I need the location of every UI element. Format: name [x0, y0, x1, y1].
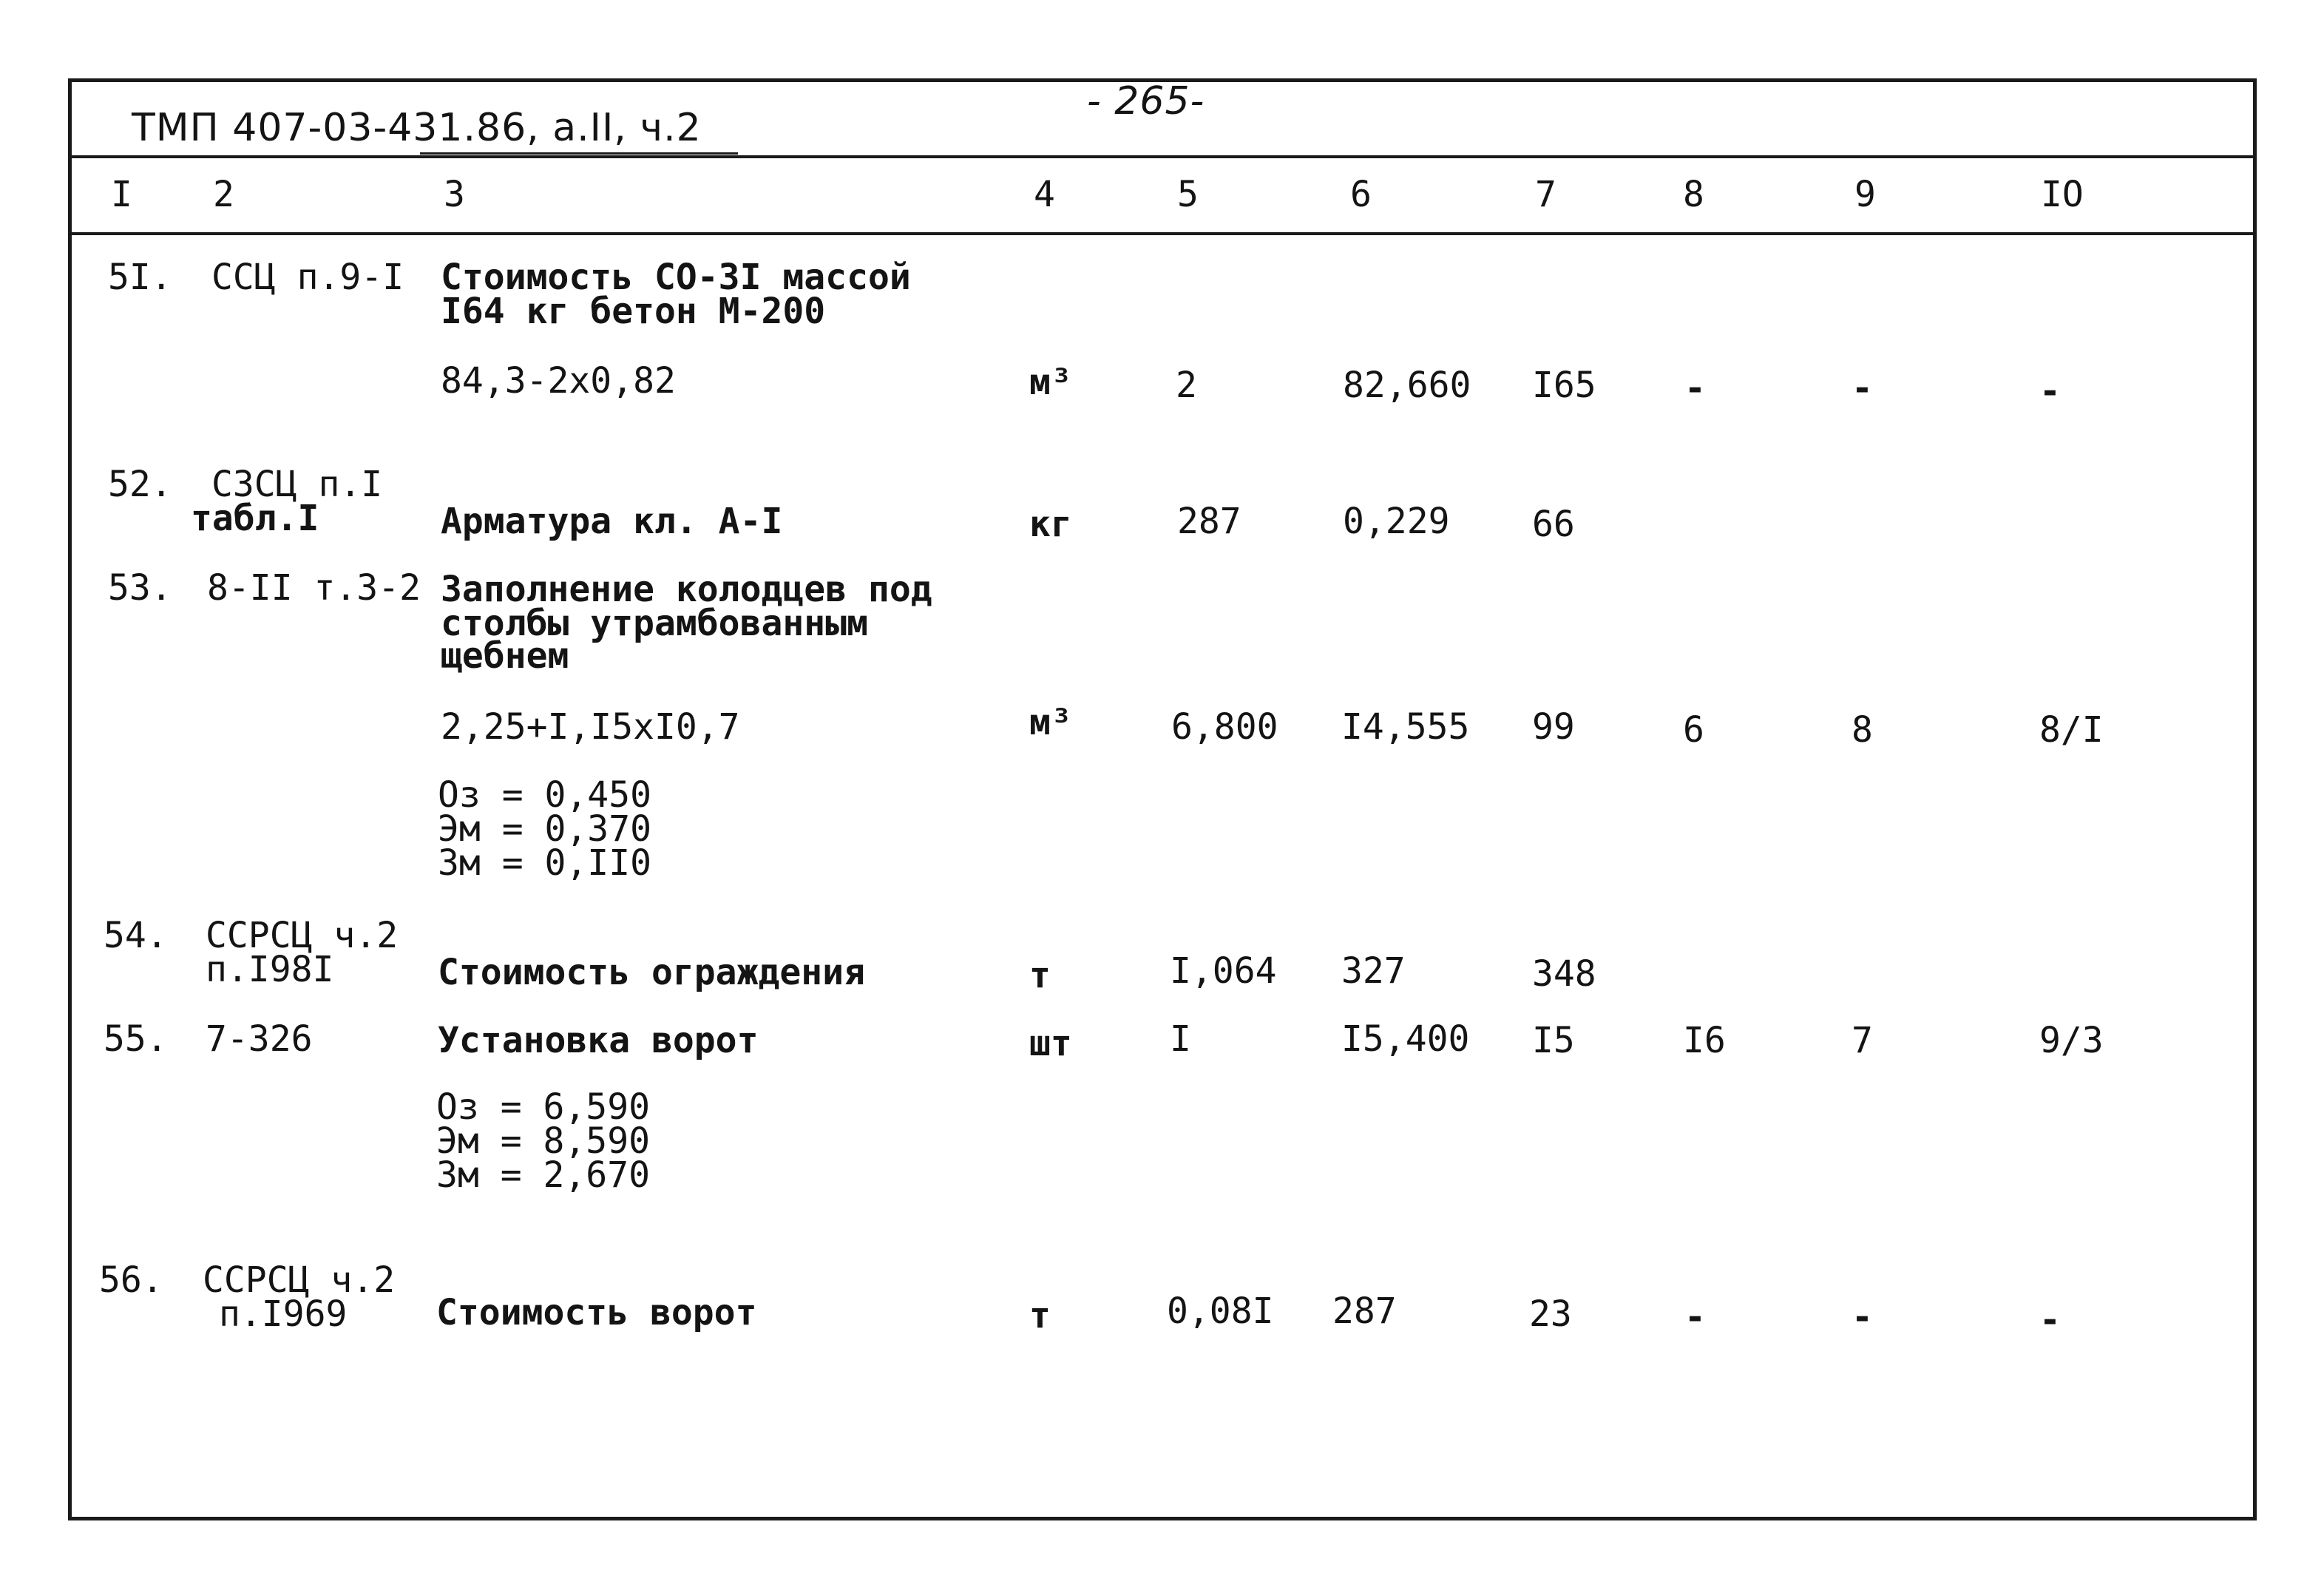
header-rule-top: [68, 155, 2257, 158]
row-total: I65: [1532, 365, 1596, 406]
row-code-line: табл.I: [191, 498, 319, 539]
row-code-line: ССРСЦ ч.2: [203, 1259, 396, 1301]
row-col9: -: [1852, 368, 1873, 409]
row-unit: м³: [1029, 362, 1072, 403]
row-unit: м³: [1029, 702, 1072, 743]
column-header-2: 2: [213, 174, 234, 215]
column-header-1: I: [111, 174, 132, 215]
row-number: 52.: [108, 464, 172, 505]
document-code-underline: [420, 152, 738, 155]
row-col8: -: [1684, 368, 1706, 409]
row-note-line: Зм = 2,670: [436, 1154, 650, 1196]
row-col8: 6: [1683, 709, 1704, 751]
row-name-line: Стоимость СО-3I массой: [441, 257, 911, 298]
row-name-line: Стоимость ворот: [436, 1292, 757, 1333]
row-note-line: Эм = 0,370: [438, 808, 651, 850]
row-number: 54.: [104, 915, 168, 956]
row-code-line: п.I98I: [206, 949, 334, 990]
row-col9: -: [1852, 1296, 1873, 1338]
page-number: - 265-: [1087, 79, 1205, 124]
row-price: 287: [1332, 1290, 1397, 1332]
row-col8: I6: [1683, 1020, 1726, 1061]
row-formula: 84,3-2х0,82: [441, 360, 676, 402]
row-unit: т: [1029, 1295, 1051, 1336]
row-number: 53.: [108, 567, 172, 609]
row-name-line: I64 кг бетон М-200: [441, 291, 826, 332]
row-quantity: 0,08I: [1167, 1290, 1274, 1332]
column-header-4: 4: [1034, 174, 1055, 215]
row-code-line: п.I969: [219, 1293, 348, 1335]
row-name-line: Заполнение колодцев под: [441, 569, 932, 610]
row-price: 82,660: [1343, 365, 1471, 406]
row-code-line: СЗСЦ п.I: [211, 464, 383, 505]
row-number: 55.: [104, 1018, 168, 1060]
row-total: 99: [1532, 706, 1575, 748]
row-total: 66: [1532, 504, 1575, 545]
column-header-9: 9: [1854, 174, 1876, 215]
row-quantity: 6,800: [1171, 706, 1278, 748]
row-total: I5: [1532, 1020, 1575, 1061]
row-col8: -: [1684, 1296, 1706, 1338]
row-note-line: Оз = 6,590: [436, 1086, 650, 1128]
row-note-line: Эм = 8,590: [436, 1120, 650, 1162]
row-quantity: 287: [1177, 501, 1241, 542]
row-name-line: щебнем: [441, 635, 569, 677]
row-number: 5I.: [108, 257, 172, 298]
row-price: I4,555: [1341, 706, 1470, 748]
row-name-line: Арматура кл. А-I: [441, 501, 783, 542]
column-header-5: 5: [1177, 174, 1199, 215]
row-code-line: ССЦ п.9-I: [211, 257, 404, 298]
row-code-line: ССРСЦ ч.2: [206, 915, 399, 956]
row-unit: кг: [1029, 504, 1072, 545]
row-col10: -: [2039, 1299, 2061, 1341]
row-col9: 7: [1852, 1020, 1873, 1061]
row-name-line: Стоимость ограждения: [438, 952, 865, 993]
column-header-10: IO: [2041, 174, 2084, 215]
row-price: I5,400: [1341, 1018, 1470, 1060]
row-price: 327: [1341, 950, 1406, 992]
column-header-7: 7: [1535, 174, 1556, 215]
row-quantity: I,064: [1170, 950, 1277, 992]
row-quantity: I: [1170, 1018, 1191, 1060]
row-formula: 2,25+I,I5хI0,7: [441, 706, 740, 748]
row-total: 23: [1529, 1293, 1572, 1335]
row-col10: -: [2039, 371, 2061, 412]
document-code: ТМП 407-03-431.86, а.II, ч.2: [132, 106, 702, 150]
column-header-8: 8: [1683, 174, 1704, 215]
row-code-line: 7-326: [206, 1018, 313, 1060]
row-quantity: 2: [1176, 365, 1197, 406]
column-header-6: 6: [1350, 174, 1372, 215]
row-note-line: Оз = 0,450: [438, 774, 651, 816]
row-number: 56.: [99, 1259, 163, 1301]
row-name-line: столбы утрамбованным: [441, 603, 868, 644]
row-price: 0,229: [1343, 501, 1450, 542]
row-total: 348: [1532, 953, 1596, 995]
row-note-line: Зм = 0,II0: [438, 842, 651, 884]
row-col10: 9/3: [2039, 1020, 2104, 1061]
column-header-3: 3: [444, 174, 465, 215]
row-col9: 8: [1852, 709, 1873, 751]
row-unit: т: [1029, 955, 1051, 996]
row-name-line: Установка ворот: [438, 1020, 759, 1061]
row-col10: 8/I: [2039, 709, 2104, 751]
row-code-line: 8-II т.3-2: [207, 567, 421, 609]
row-unit: шт: [1029, 1023, 1072, 1064]
header-rule-bottom: [68, 232, 2257, 235]
